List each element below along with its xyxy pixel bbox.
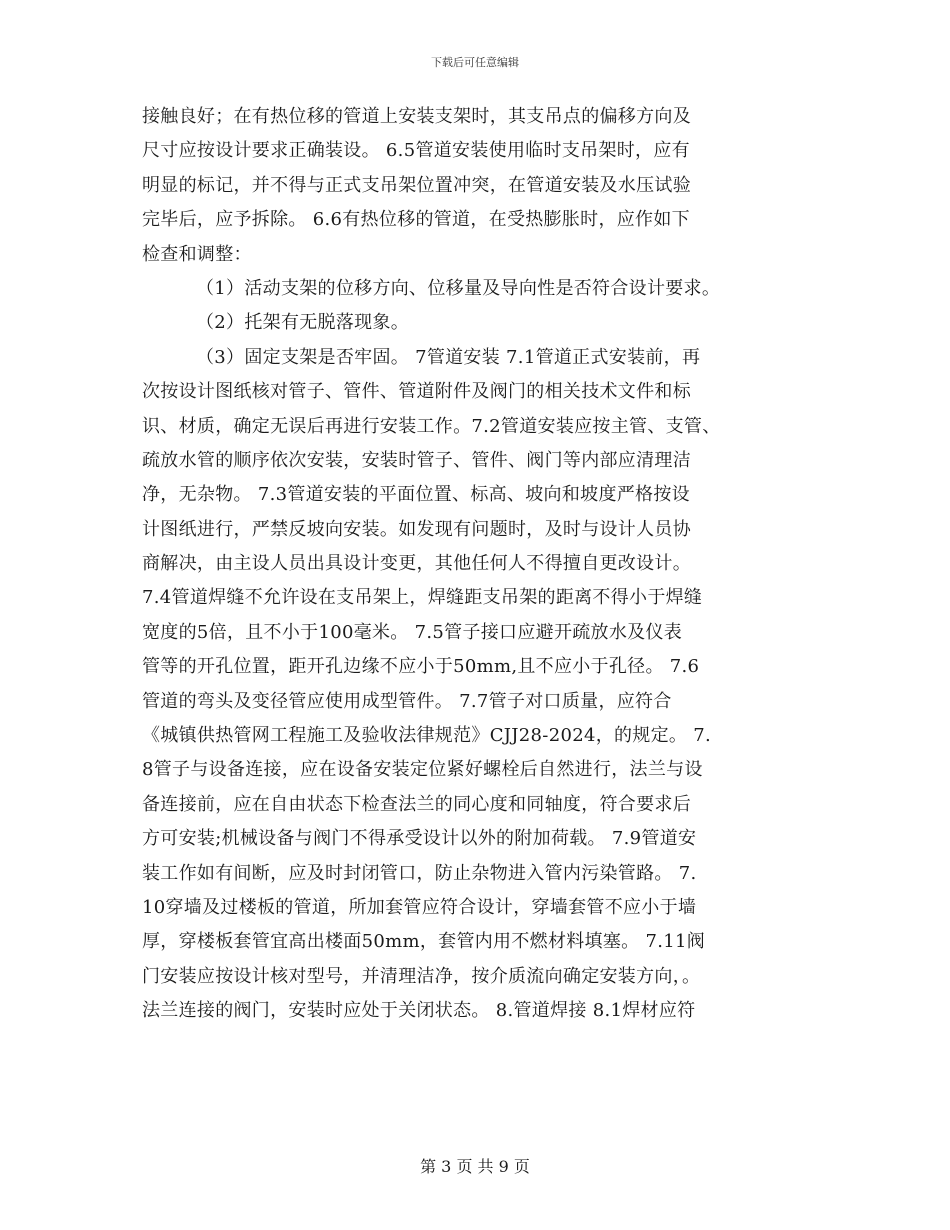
body-line: 尺寸应按设计要求正确装设。 6.5管道安装使用临时支吊架时，应有	[142, 140, 690, 162]
body-line: 法兰连接的阀门，安装时应处于关闭状态。 8.管道焊接 8.1焊材应符	[142, 1000, 696, 1022]
list-item: （2）托架有无脱落现象。	[196, 312, 410, 334]
body-line: 完毕后，应予拆除。 6.6有热位移的管道，在受热膨胀时，应作如下	[142, 209, 690, 231]
body-line: 管道的弯头及变径管应使用成型管件。 7.7管子对口质量，应符合	[142, 690, 672, 712]
body-line: 10穿墙及过楼板的管道，所加套管应符合设计，穿墙套管不应小于墙	[142, 896, 697, 918]
body-line: 《城镇供热管网工程施工及验收法律规范》CJJ28-2024，的规定。 7.	[142, 725, 711, 747]
body-line: 宽度的5倍，且不小于100毫米。 7.5管子接口应避开疏放水及仪表	[142, 621, 683, 643]
document-body	[142, 100, 810, 1029]
body-line: 商解决，由主设人员出具设计变更，其他任何人不得擅自更改设计。	[142, 553, 691, 575]
body-line: 识、材质，确定无误后再进行安装工作。7.2管道安装应按主管、支管、	[142, 415, 721, 437]
body-line: 次按设计图纸核对管子、管件、管道附件及阀门的相关技术文件和标	[142, 381, 691, 403]
body-line: 净，无杂物。 7.3管道安装的平面位置、标高、坡向和坡度严格按设	[142, 484, 690, 506]
body-line: 检查和调整：	[142, 243, 252, 265]
body-line: 计图纸进行，严禁反坡向安装。如发现有问题时，及时与设计人员协	[142, 518, 691, 540]
body-line: 装工作如有间断，应及时封闭管口，防止杂物进入管内污染管路。 7.	[142, 862, 697, 884]
body-line: 厚，穿楼板套管宜高出楼面50mm，套管内用不燃材料填塞。 7.11阀	[142, 931, 706, 953]
page-number: 第 3 页 共 9 页	[420, 1157, 530, 1176]
body-line: 8管子与设备连接，应在设备安装定位紧好螺栓后自然进行，法兰与设	[142, 759, 703, 781]
list-item: （3）固定支架是否牢固。 7管道安装 7.1管道正式安装前，再	[196, 346, 701, 368]
body-line: 7.4管道焊缝不允许设在支吊架上，焊缝距支吊架的距离不得小于焊缝	[142, 587, 703, 609]
body-line: 疏放水管的顺序依次安装，安装时管子、管件、阀门等内部应清理洁	[142, 449, 691, 471]
body-line: 接触良好；在有热位移的管道上安装支架时，其支吊点的偏移方向及	[142, 106, 691, 127]
list-item: （1）活动支架的位移方向、位移量及导向性是否符合设计要求。	[196, 277, 721, 299]
page-header: 下载后可任意编辑	[431, 56, 519, 69]
body-line: 备连接前，应在自由状态下检查法兰的同心度和同轴度，符合要求后	[142, 793, 691, 815]
body-line: 门安装应按设计核对型号，并清理洁净，按介质流向确定安装方向，。	[142, 965, 701, 987]
body-line: 方可安装;机械设备与阀门不得承受设计以外的附加荷载。 7.9管道安	[142, 828, 697, 850]
body-line: 明显的标记，并不得与正式支吊架位置冲突，在管道安装及水压试验	[142, 174, 691, 196]
body-line: 管等的开孔位置，距开孔边缘不应小于50mm,且不应小于孔径。 7.6	[142, 656, 700, 678]
